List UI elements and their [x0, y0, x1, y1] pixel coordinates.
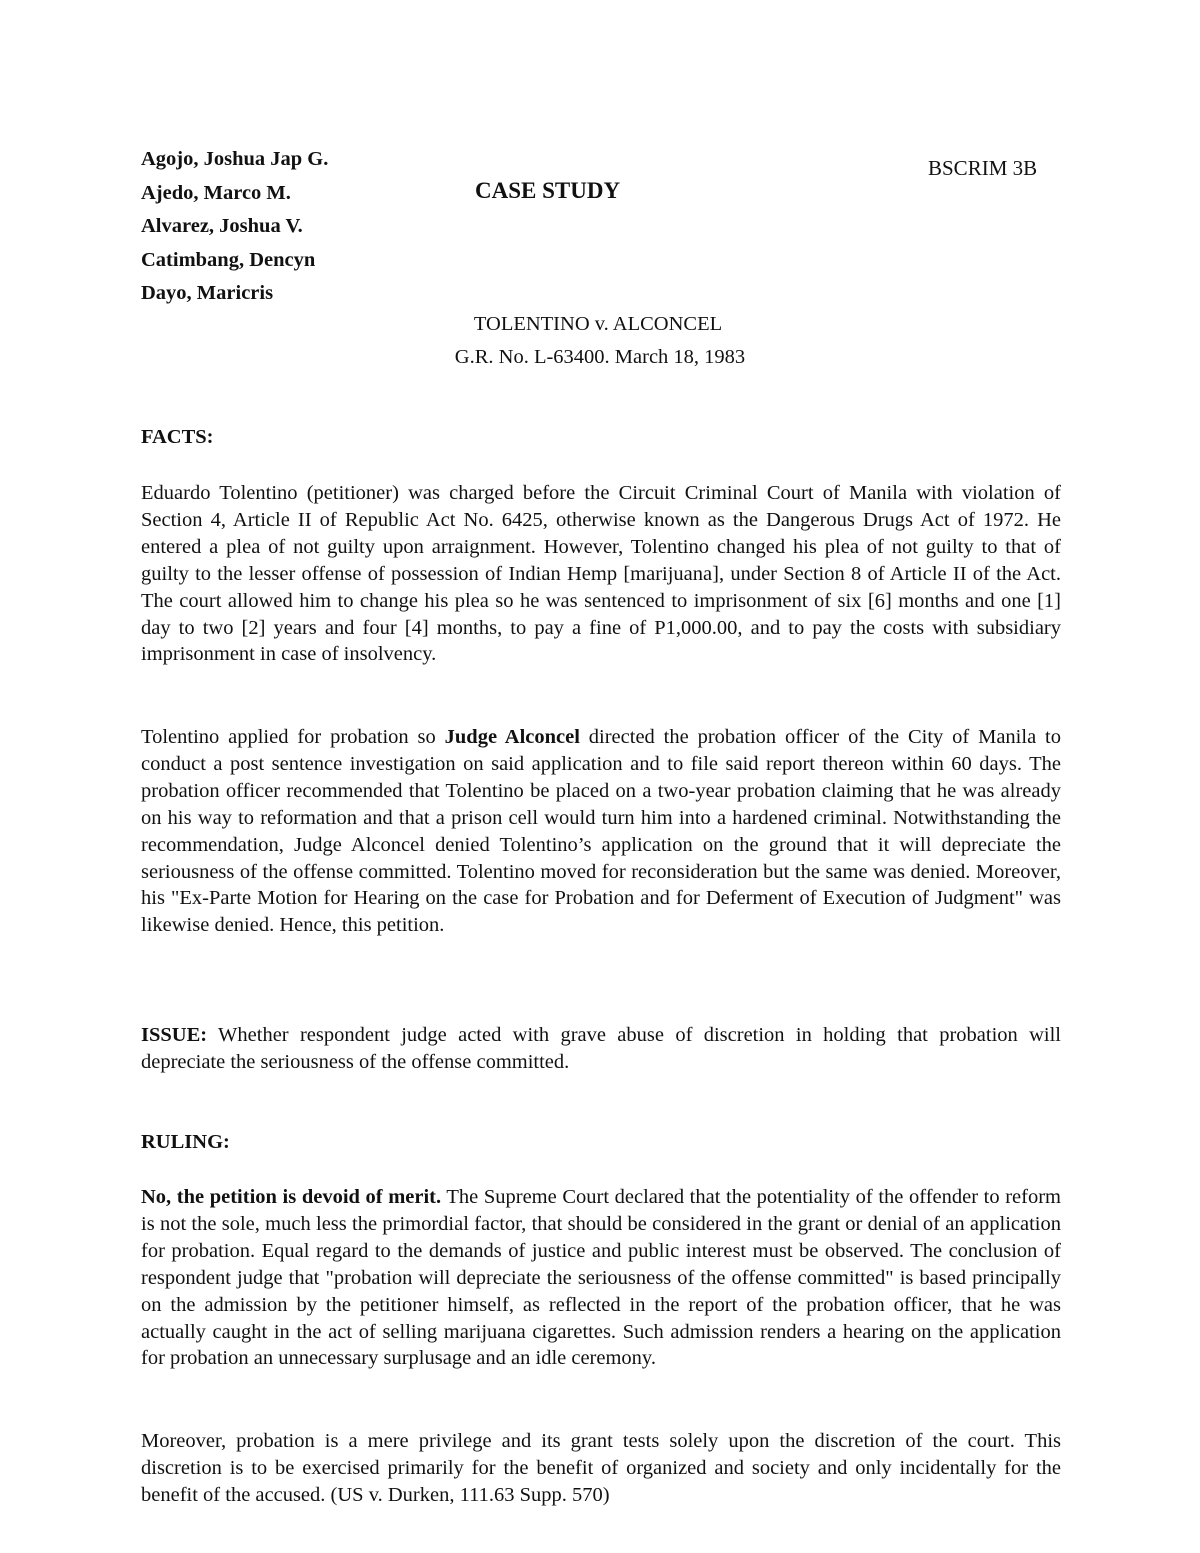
class-code: BSCRIM 3B	[928, 156, 1038, 180]
facts-paragraph-2-text: Tolentino applied for probation so	[141, 726, 445, 748]
facts-paragraph-1: Eduardo Tolentino (petitioner) was charged before the Circuit Criminal Court of Manila with violation of Section 4, Article II of Republic Act No. 6425, otherwise known as the Dangerous Drugs Act of 1972. He entered a plea of not guilty upon arraignment. However, Tolentino changed his plea of not guilty to that of guilty to the lesser offense of possession of Indian Hemp [marijuana], under Section 8 of Article II of the Act. The court allowed him to change his plea so he was sentenced to imprisonment of six [6] months and one [1] day to two [2] years and four [4] months, to pay a fine of P1,000.00, and to pay the costs with subsidiary imprisonment in case of insolvency.	[141, 482, 1061, 666]
ruling-paragraph-1	[141, 1184, 1061, 1372]
ruling-paragraph-1-text: The Supreme Court declared that the potentiality of the offender to reform is not the sole, much less the primordial factor, that should be considered in the grant or denial of an application for probation. Equal regard to the demands of justice and public interest must be observed. The conclusion of respondent judge that "probation will depreciate the seriousness of the offense committed" is based principally on the admission by the petitioner himself, as reflected in the report of the probation officer, that he was actually caught in the act of selling marijuana cigarettes. Such admission renders a hearing on the application for probation an unnecessary surplusage and an idle ceremony.	[141, 1186, 1061, 1370]
author-name: Dayo, Maricris	[141, 282, 274, 304]
case-docket: G.R. No. L-63400. March 18, 1983	[454, 346, 746, 368]
ruling-paragraph-2: Moreover, probation is a mere privilege and its grant tests solely upon the discretion of the court. This discretion is to be exercised primarily for the benefit of organized and society and only incidentally for the benefit of the accused. (US v. Durken, 111.63 Supp. 570)	[141, 1430, 1061, 1506]
author-name: Ajedo, Marco M.	[141, 181, 291, 204]
issue-label: ISSUE:	[141, 1024, 208, 1046]
author-name: Agojo, Joshua Jap G.	[141, 148, 329, 170]
author-name: Catimbang, Dencyn	[141, 248, 316, 271]
author-name: Alvarez, Joshua V.	[141, 215, 303, 237]
facts-heading: FACTS:	[141, 426, 214, 448]
judge-name-emphasis: Judge Alconcel	[444, 726, 580, 748]
ruling-heading: RULING:	[141, 1131, 230, 1153]
facts-paragraph-2	[141, 724, 1061, 939]
issue-paragraph	[141, 1022, 1061, 1076]
facts-paragraph-2-text: directed the probation officer of the City of Manila to conduct a post sentence investigation on said application and to file said report thereon within 60 days. The probation officer recommended that Tolentino be placed on a two-year probation claiming that he was already on his way to reformation and that a prison cell would turn him into a hardened criminal. Notwithstanding the recommendation, Judge Alconcel denied Tolentino’s application on the ground that it will depreciate the seriousness of the offense committed. Tolentino moved for reconsideration but the same was denied. Moreover, his "Ex-Parte Motion for Hearing on the case for Probation and for Deferment of Execution of Judgment" was likewise denied. Hence, this petition.	[141, 726, 1061, 937]
author-list	[141, 143, 328, 311]
ruling-verdict: No, the petition is devoid of merit.	[141, 1186, 442, 1208]
issue-text: Whether respondent judge acted with grave abuse of discretion in holding that probation will depreciate the seriousness of the offense committed.	[141, 1024, 1061, 1073]
case-title: TOLENTINO v. ALCONCEL	[473, 313, 723, 335]
document-title: CASE STUDY	[475, 178, 621, 203]
